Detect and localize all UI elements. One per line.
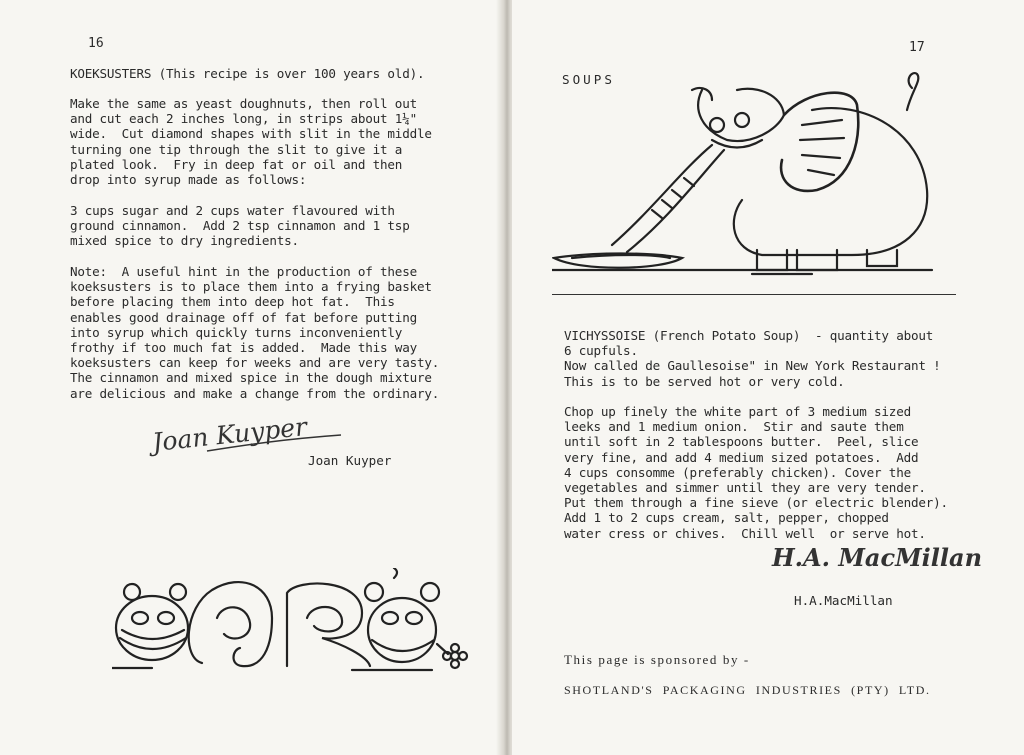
recipe-paragraph: Note: A useful hint in the production of these koeksusters is to place them into a frying basket before placing them into deep hot fat. This enables good drainage off of fat before putting into syrup which quickly turns inconveniently frothy if too much fat is added. Made this way koeksusters can keep for weeks and are very tasty. The cinnamon and mixed spice in the dough mixture are delicious and make a change from the ordinary. xyxy=(70,264,440,401)
recipe-intro: VICHYSSOISE (French Potato Soup) - quantity about 6 cupfuls. Now called de Gaullesoise" in New York Restaurant ! This is to be served hot or very cold. xyxy=(564,328,941,389)
recipe-paragraph: Make the same as yeast doughnuts, then roll out and cut each 2 inches long, in strips about 1¼" wide. Cut diamond shapes with slit in the middle turning one tip through the slit to give it a plated look. Fry in deep fat or oil and then drop into syrup made as follows: xyxy=(70,96,432,188)
author-name: Joan Kuyper xyxy=(308,453,392,468)
sponsor-name: SHOTLAND'S PACKAGING INDUSTRIES (PTY) LTD. xyxy=(564,683,931,697)
left-page xyxy=(0,0,500,755)
page-number: 17 xyxy=(909,40,925,55)
recipe-title: KOEKSUSTERS (This recipe is over 100 years old). xyxy=(70,66,425,81)
signature-flourish xyxy=(205,425,345,455)
hippo-letters-art xyxy=(112,568,474,678)
signature: Joan Kuyper xyxy=(150,411,309,458)
right-page xyxy=(512,0,1024,755)
section-heading: SOUPS xyxy=(562,72,615,87)
recipe-paragraph: 3 cups sugar and 2 cups water flavoured with ground cinnamon. Add 2 tsp cinnamon and 1 tsp mixed spice to dry ingredients. xyxy=(70,203,410,249)
sponsor-line: This page is sponsored by - xyxy=(564,652,750,667)
section-divider xyxy=(552,294,956,295)
recipe-method: Chop up finely the white part of 3 medium sized leeks and 1 medium onion. Stir and saute them until soft in 2 tablespoons butter. Peel, slice very fine, and add 4 medium sized potatoes. Add 4 cups consomme (preferably chicken). Cover the vegetables and simmer until they are very tender. Put them through a fine sieve (or electric blender). Add 1 to 2 cups cream, salt, pepper, chopped water cress or chives. Chill well or serve hot. xyxy=(564,404,948,541)
elephant-drinking-art xyxy=(552,70,934,280)
signature: H.A. MacMillan xyxy=(772,543,983,572)
author-name: H.A.MacMillan xyxy=(794,593,893,608)
page-number: 16 xyxy=(88,36,104,51)
